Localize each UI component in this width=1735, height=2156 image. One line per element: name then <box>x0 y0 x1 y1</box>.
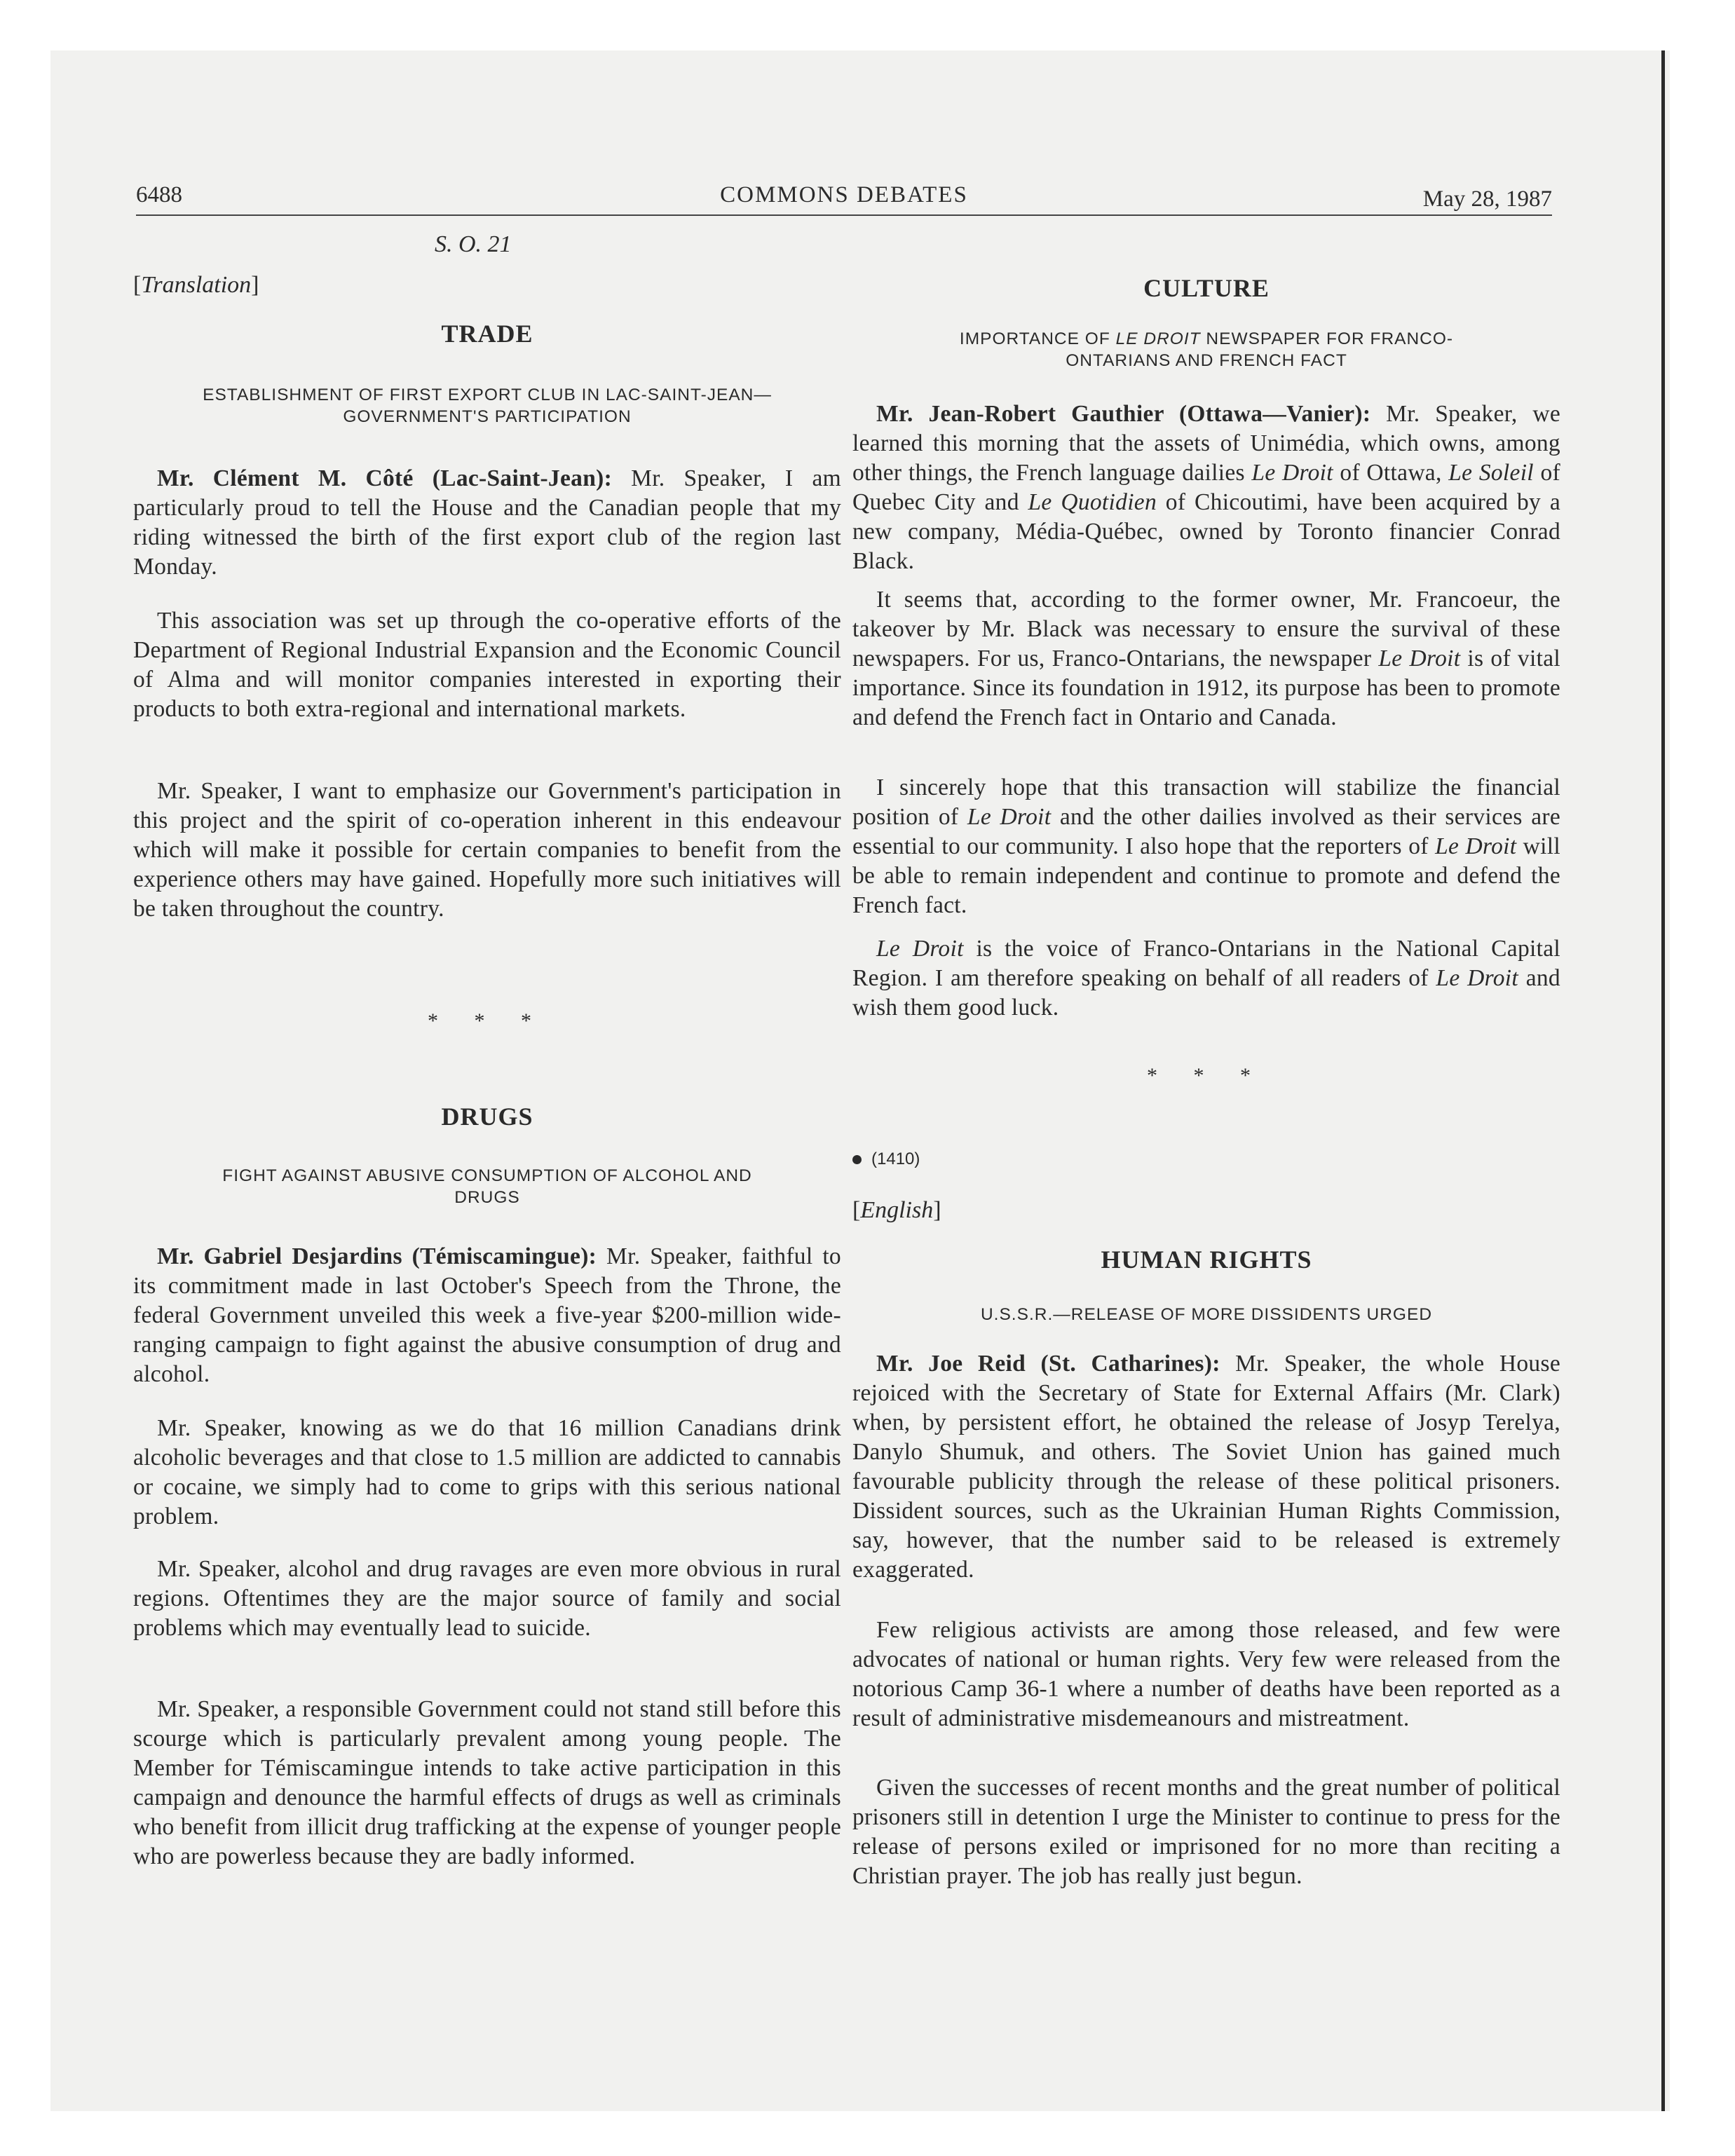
human-rights-paragraph-2: Few religious activists are among those released, and few were advocates of national or human rights. Very few were released from the notorious Camp 36-1 where a number of deaths have been reported as a result of administrative misdemeanours and mistreatment. <box>852 1617 1560 1731</box>
page-number: 6488 <box>136 182 182 207</box>
trade-speech <box>133 464 841 582</box>
trade-paragraph-2: This association was set up through the co-operative efforts of the Department of Regional Industrial Expansion and the Economic Council of Alma and will monitor companies interested in exporting their products to both extra-regional and international markets. <box>133 608 841 722</box>
running-header <box>136 179 1552 216</box>
culture-paragraph-2: It seems that, according to the former owner, Mr. Francoeur, the takeover by Mr. Black was necessary to ensure the survival of these newspapers. For us, Franco-Ontarians, the newspaper Le Droit is of vital importance. Since its foundation in 1912, its purpose has been to promote and defend the French fact in Ontario and Canada. <box>852 587 1560 730</box>
drugs-subheading-line1: FIGHT AGAINST ABUSIVE CONSUMPTION OF ALCOHOL AND <box>222 1166 752 1185</box>
drugs-paragraph-3: Mr. Speaker, alcohol and drug ravages are even more obvious in rural regions. Oftentimes they are the major source of family and social problems which may eventually lead to suicide. <box>133 1556 841 1641</box>
trade-subheading-line2: GOVERNMENT'S PARTICIPATION <box>343 407 632 426</box>
publication-title: COMMONS DEBATES <box>720 182 968 207</box>
culture-paragraph-3: I sincerely hope that this transaction will stabilize the financial position of Le Droit and the other dailies involved as their services are essential to our community. I also hope that the reporters of Le Droit will be able to remain independent and continue to promote and defend the French fact. <box>852 775 1560 918</box>
scan-edge-line <box>1661 50 1665 2111</box>
timestamp: (1410) <box>852 1149 1560 1169</box>
section-heading-human-rights: HUMAN RIGHTS <box>1101 1246 1312 1274</box>
english-tag: [English] <box>852 1197 941 1223</box>
section-separator: * * * <box>428 1009 547 1032</box>
section-heading-drugs: DRUGS <box>441 1103 533 1131</box>
drugs-paragraph-4: Mr. Speaker, a responsible Government could not stand still before this scourge which is particularly prevalent among young people. The Member for Témiscamingue intends to take active participation in this campaign and denounce the harmful effects of drugs as well as criminals who benefit from illicit drug trafficking at the expense of younger people who are powerless because they are badly informed. <box>133 1696 841 1869</box>
section-heading-culture: CULTURE <box>1143 274 1270 302</box>
culture-paragraph-4: Le Droit is the voice of Franco-Ontarians in the National Capital Region. I am therefore speaking on behalf of all readers of Le Droit and wish them good luck. <box>852 936 1560 1021</box>
human-rights-subheading: U.S.S.R.—RELEASE OF MORE DISSIDENTS URGED <box>980 1305 1433 1324</box>
speaker-name: Mr. Gabriel Desjardins (Témiscamingue): <box>157 1243 597 1269</box>
speaker-name: Mr. Clément M. Côté (Lac-Saint-Jean): <box>157 465 613 491</box>
culture-paragraph-1: Mr. Jean-Robert Gauthier (Ottawa—Vanier): Mr. Speaker, we learned this morning that the assets of Unimédia, which owns, among other things, the French language dailies Le Droit of Ottawa, Le Soleil of Quebec City and Le Quotidien of Chicoutimi, have been acquired by a new company, Média-Québec, owned by Toronto financier Conrad Black. <box>852 401 1560 574</box>
trade-paragraph-3: Mr. Speaker, I want to emphasize our Government's participation in this project and the spirit of co-operation inherent in this endeavour which will make it possible for certain companies to benefit from the experience others may have gained. Hopefully more such initiatives will be taken throughout the country. <box>133 778 841 922</box>
standing-order-label: S. O. 21 <box>435 231 512 257</box>
bullet-icon <box>852 1155 862 1164</box>
trade-paragraph-1: Mr. Clément M. Côté (Lac-Saint-Jean): Mr. Speaker, I am particularly proud to tell the House and the Canadian people that my riding witnessed the birth of the first export club of the region last Monday. <box>133 465 841 580</box>
drugs-subheading-line2: DRUGS <box>454 1188 520 1207</box>
trade-section <box>133 319 841 348</box>
trade-subheading <box>133 384 841 428</box>
drugs-paragraph-1: Mr. Gabriel Desjardins (Témiscamingue): Mr. Speaker, faithful to its commitment made in last October's Speech from the Throne, the federal Government unveiled this week a five-year $200-million wide-ranging campaign to fight against the abusive consumption of drug and alcohol. <box>133 1243 841 1387</box>
culture-subheading: IMPORTANCE OF LE DROIT NEWSPAPER FOR FRANCO- ONTARIANS AND FRENCH FACT <box>959 329 1454 370</box>
speaker-name: Mr. Jean-Robert Gauthier (Ottawa—Vanier): <box>876 401 1371 427</box>
trade-subheading-line1: ESTABLISHMENT OF FIRST EXPORT CLUB IN LAC-SAINT-JEAN— <box>203 386 772 404</box>
human-rights-paragraph-1: Mr. Joe Reid (St. Catharines): Mr. Speaker, the whole House rejoiced with the Secretary of State for External Affairs (Mr. Clark) when, by persistent effort, he obtained the release of Josyp Terelya, Danylo Shumuk, and others. The Soviet Union has gained much favourable publicity through the release of these political prisoners. Dissident sources, such as the Ukrainian Human Rights Commission, say, however, that the number said to be released is extremely exaggerated. <box>852 1351 1560 1583</box>
section-heading-trade: TRADE <box>441 320 533 348</box>
speaker-name: Mr. Joe Reid (St. Catharines): <box>876 1351 1220 1377</box>
human-rights-paragraph-3: Given the successes of recent months and the great number of political prisoners still in detention I urge the Minister to continue to press for the release of persons exiled or imprisoned for no more than reciting a Christian prayer. The job has really just begun. <box>852 1775 1560 1889</box>
drugs-paragraph-2: Mr. Speaker, knowing as we do that 16 million Canadians drink alcoholic beverages and that close to 1.5 million are addicted to cannabis or cocaine, we simply had to come to grips with this serious national problem. <box>133 1415 841 1529</box>
section-separator: * * * <box>1147 1064 1266 1087</box>
issue-date: May 28, 1987 <box>1422 186 1552 212</box>
translation-tag: [Translation] <box>133 272 259 298</box>
drugs-subheading <box>133 1165 841 1208</box>
